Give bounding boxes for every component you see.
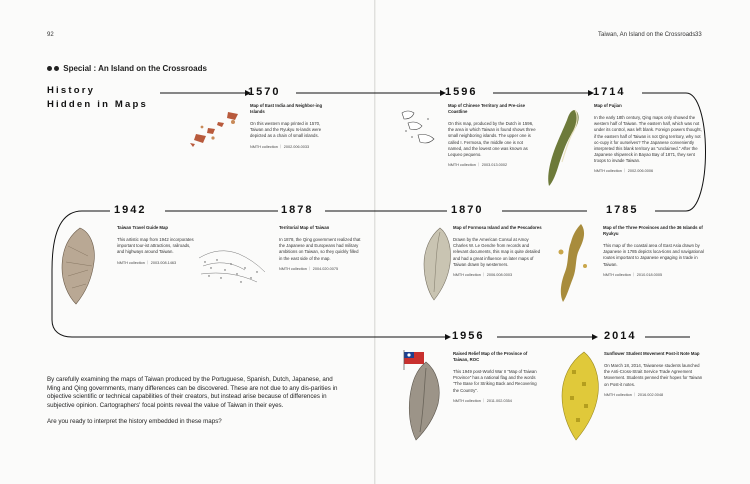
entry-1570 xyxy=(250,103,330,150)
entry-description: In the early 18th century, Qing maps only showed the western half of Taiwan. The eastern half, which was not under its control, was left blank. Foreign powers thought, if the eastern half of Taiwan is not Qing territory, why not oc-cupy it for ourselves? The Japanese conveniently interpreted this blank territory as "unclaimed." After the Japanese shipwreck in Bayao Bay of 1871, they sent troops to invade Taiwan. xyxy=(594,115,702,164)
page-title-line1: History xyxy=(47,85,96,96)
map-1870-formosa xyxy=(420,226,454,302)
entry-title: Map of Fujian xyxy=(594,103,622,108)
year-1596: 1596 xyxy=(445,86,478,98)
year-1714: 1714 xyxy=(593,86,626,98)
map-1714-fujian xyxy=(545,108,585,188)
entry-description: In 1878, the Qing government realized that the Japanese and Europeans had military ambitions on Taiwan, so they quickly filled in the east side of the map. xyxy=(279,237,361,261)
entry-reference: NMTH collection ｜ 2002.006.0006 xyxy=(594,168,654,173)
entry-1878 xyxy=(279,225,361,272)
entry-title: Map of East India and Neighbor-ing Islands xyxy=(250,103,323,114)
entry-description: This artistic map from 1942 incorporates important tour-ist attractions, railroads, and highways around Taiwan. xyxy=(117,237,194,255)
entry-reference: NMTH collection ｜ 2006.008.0003 xyxy=(453,273,513,278)
entry-description: On this western map printed in 1570, Taiwan and the Ryukyu Is-lands were depicted as a chain of small islands. xyxy=(250,121,322,139)
kicker-text: Special : An Island on the Crossroads xyxy=(63,64,207,73)
entry-description: On March 18, 2014, Taiwanese students launched the Anti-Cross-Strait Service Trade Agreement Movement. Students penned their hopes for Taiwan on Post-it notes. xyxy=(604,363,703,387)
entry-reference: NMTH collection ｜ 2004.020.0075 xyxy=(279,266,339,271)
entry-1942 xyxy=(117,225,195,266)
map-1878-territorial xyxy=(197,244,267,288)
map-1785-ryukyu xyxy=(553,222,593,304)
entry-description: Drawn by the American Consul at Amoy Charles W. Le Gendre from records and relevant documents, this map is quite detailed and had a great influence on later maps of Taiwan drawn by westerners. xyxy=(453,237,541,267)
entry-description: On this map, produced by the Dutch in 1596, the area in which Taiwan is found shows three small neighboring islands. The upper one is called I. Fermosa, the middle one is not named, and the lowest one was known as Lequeo pequeno. xyxy=(448,121,536,158)
entry-reference: NMTH collection ｜ 2010.018.0005 xyxy=(603,272,663,277)
year-1570: 1570 xyxy=(248,86,281,98)
year-1942: 1942 xyxy=(114,204,147,216)
entry-reference: NMTH collection ｜ 2011.002.0354 xyxy=(453,398,512,403)
running-head: Taiwan, An Island on the Crossroads xyxy=(598,32,696,38)
entry-title: Map of Formosa Island and the Pescadores xyxy=(453,225,542,230)
right-page-number: 33 xyxy=(695,32,702,38)
entry-title: Map of Chinese Territory and Pre-cise Coastline xyxy=(448,103,526,114)
entry-title: Taiwan Travel Guide Map xyxy=(117,225,169,230)
entry-2014 xyxy=(604,351,704,398)
year-2014: 2014 xyxy=(604,330,637,342)
entry-reference: NMTH collection ｜ 2003.013.0002 xyxy=(448,163,508,168)
entry-title: Raised Relief Map of the Province of Taiwan, ROC xyxy=(453,351,528,362)
map-2014-postit xyxy=(558,350,602,442)
entry-description: This 1949 post-World War II "Map of Taiwan Province" has a national flag and the words "The Base for Striking Back and Recovering the Country". xyxy=(453,369,537,393)
map-1570-island-chain xyxy=(188,110,248,150)
entry-title: Territorial Map of Taiwan xyxy=(279,225,330,230)
map-1596-islands xyxy=(398,107,440,149)
entry-description: This map of the coastal area of East Asia drawn by Japanese in 1785 depicts loca-tions and navigational routes important to Japanese engaging in trade in Taiwan. xyxy=(603,243,704,267)
map-1956-relief xyxy=(402,348,446,442)
entry-reference: NMTH collection ｜ 2016.002.0048 xyxy=(604,392,664,397)
entry-1596 xyxy=(448,103,536,168)
year-1870: 1870 xyxy=(451,204,484,216)
entry-title: Sunflower Student Movement Post-it Note Map xyxy=(604,351,700,356)
year-1785: 1785 xyxy=(606,204,639,216)
left-page-number: 92 xyxy=(47,32,54,38)
entry-1785 xyxy=(603,225,707,278)
entry-reference: NMTH collection ｜ 2003.008.1463 xyxy=(117,260,177,265)
intro-text xyxy=(47,376,343,427)
entry-title: Map of the Three Provinces and the 36 Islands of Ryukyu xyxy=(603,225,703,236)
entry-1870 xyxy=(453,225,543,278)
map-1942-travel xyxy=(58,226,98,306)
entry-reference: NMTH collection ｜ 2002.006.0033 xyxy=(250,144,310,149)
page-title-line2: Hidden in Maps xyxy=(47,99,148,110)
entry-1714 xyxy=(594,103,704,174)
year-1878: 1878 xyxy=(281,204,314,216)
year-1956: 1956 xyxy=(452,330,485,342)
entry-1956 xyxy=(453,351,543,404)
intro-question: Are you ready to interpret the history embedded in these maps? xyxy=(47,418,222,426)
intro-paragraph: By carefully examining the maps of Taiwan produced by the Portuguese, Spanish, Dutch, Japanese, and Ming and Qing governments, many differences can be discovered. These are not due to any dis-parities in objective scientific or technical capabilities of their creators, but instead arise because of differences in subjective opinion. Cartographers' focal points reveal the value of Taiwan in their eyes. xyxy=(47,376,338,409)
